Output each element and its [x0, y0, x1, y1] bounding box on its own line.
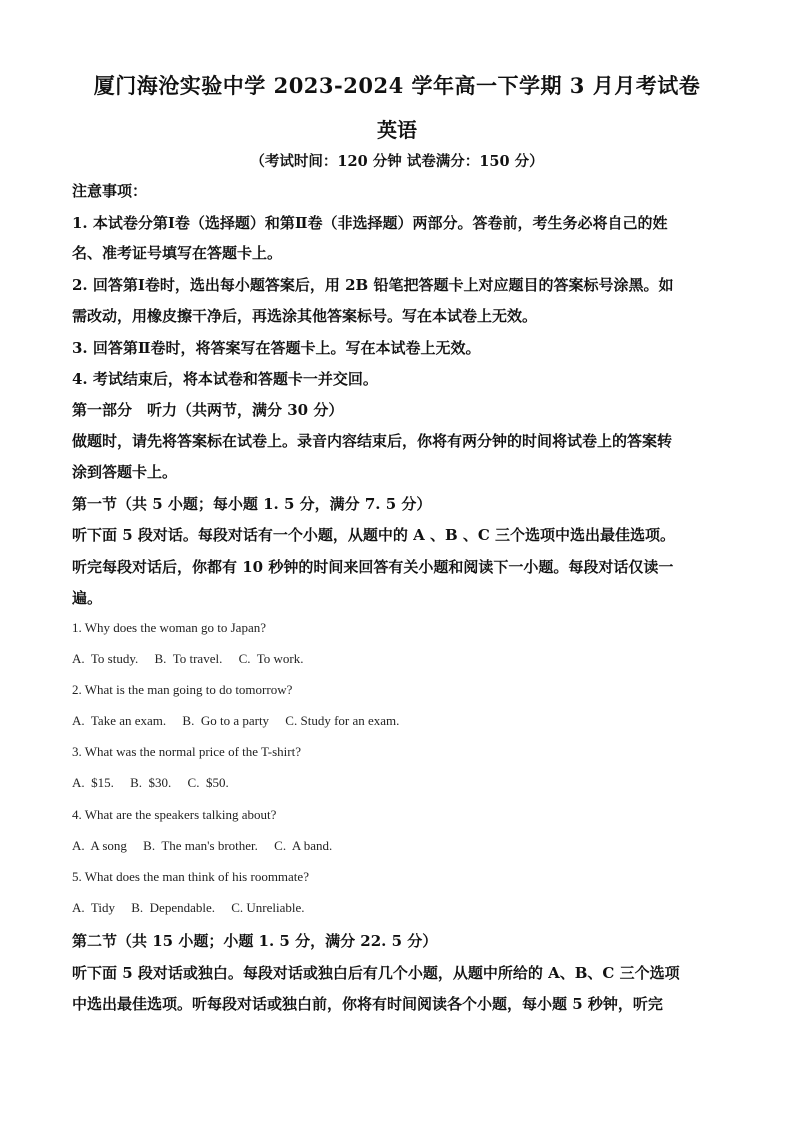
section-2-instr-line-2: 中选出最佳选项。听每段对话或独白前，你将有时间阅读各个小题，每小题 5 秒钟，听完: [72, 995, 663, 1013]
part-1-intro-line-2: 涂到答题卡上。: [72, 463, 178, 481]
question-2-stem: 2. What is the man going to do tomorrow?: [72, 682, 293, 697]
note-1-line-2: 名、准考证号填写在答题卡上。: [72, 244, 283, 262]
question-5-options: A. Tidy B. Dependable. C. Unreliable.: [72, 900, 305, 915]
notes-heading: 注意事项：: [72, 182, 148, 200]
question-3-options: A. $15. B. $30. C. $50.: [72, 775, 229, 790]
note-3: 3. 回答第Ⅱ卷时，将答案写在答题卡上。写在本试卷上无效。: [72, 339, 481, 357]
note-2-line-2: 需改动，用橡皮擦干净后，再选涂其他答案标号。写在本试卷上无效。: [72, 307, 538, 325]
section-1-instr-line-3: 遍。: [72, 589, 103, 607]
part-1-intro-line-1: 做题时，请先将答案标在试卷上。录音内容结束后，你将有两分钟的时间将试卷上的答案转: [72, 432, 673, 450]
note-1-line-1: 1. 本试卷分第Ⅰ卷（选择题）和第Ⅱ卷（非选择题）两部分。答卷前，考生务必将自己的姓: [72, 214, 668, 232]
question-1-options: A. To study. B. To travel. C. To work.: [72, 651, 304, 666]
question-2-options: A. Take an exam. B. Go to a party C. Study for an exam.: [72, 713, 400, 728]
exam-time-info: （考试时间：120 分钟 试卷满分：150 分）: [250, 153, 544, 170]
question-3-stem: 3. What was the normal price of the T-shirt?: [72, 744, 302, 759]
section-1-instr-line-1: 听下面 5 段对话。每段对话有一个小题，从题中的 A 、B 、C 三个选项中选出最佳选项。: [72, 526, 676, 544]
question-1-stem: 1. Why does the woman go to Japan?: [72, 620, 266, 635]
section-2-heading: 第二节（共 15 小题；小题 1. 5 分，满分 22. 5 分）: [72, 932, 438, 950]
part-1-heading: 第一部分 听力（共两节，满分 30 分）: [72, 401, 344, 419]
question-5-stem: 5. What does the man think of his roommate?: [72, 869, 309, 884]
section-2-instr-line-1: 听下面 5 段对话或独白。每段对话或独白后有几个小题，从题中所给的 A、B、C 三个选项: [72, 964, 680, 982]
question-4-options: A. A song B. The man's brother. C. A band.: [72, 838, 333, 853]
exam-title: 厦门海沧实验中学 2023-2024 学年高一下学期 3 月月考试卷: [93, 73, 701, 98]
section-1-instr-line-2: 听完每段对话后，你都有 10 秒钟的时间来回答有关小题和阅读下一小题。每段对话仅读一: [72, 558, 674, 576]
subject-title: 英语: [377, 118, 417, 142]
note-2-line-1: 2. 回答第Ⅰ卷时，选出每小题答案后，用 2B 铅笔把答题卡上对应题目的答案标号涂黑。如: [72, 276, 674, 294]
question-4-stem: 4. What are the speakers talking about?: [72, 807, 277, 822]
note-4: 4. 考试结束后，将本试卷和答题卡一并交回。: [72, 370, 378, 388]
section-1-heading: 第一节（共 5 小题；每小题 1. 5 分，满分 7. 5 分）: [72, 495, 432, 513]
